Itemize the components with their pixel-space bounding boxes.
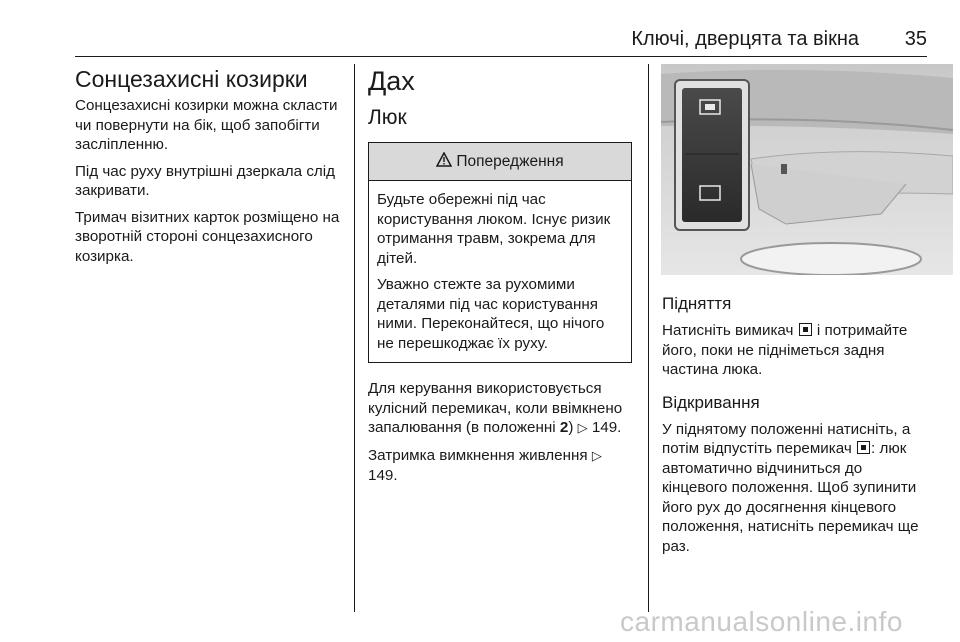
page-header (75, 24, 927, 54)
subheading-raise: Підняття (662, 294, 732, 313)
header-rule (75, 56, 927, 57)
page-ref[interactable]: 149. (368, 467, 398, 484)
paragraph: Для керування використовується кулісний перемикач, коли ввімкнено запалювання (в положенні 2) ▷ 149. (368, 380, 623, 436)
warning-title: Попередження (456, 152, 564, 170)
header-title: Ключі, дверцята та вікна (631, 28, 859, 50)
warning-header (369, 143, 631, 181)
subheading-sunroof: Люк (368, 106, 407, 129)
column-1 (75, 64, 343, 273)
column-divider-2 (648, 64, 649, 612)
warning-text: Будьте обережні під час користування люком. Існує ризик отримання травм, зокрема для дітей. (377, 191, 611, 267)
warning-box (368, 142, 632, 363)
warning-body (369, 181, 631, 362)
paragraph: Затримка вимкнення живлення ▷ 149. (368, 446, 602, 484)
section-heading-sun-visors: Сонцезахисні козирки (75, 66, 308, 92)
page-ref-icon: ▷ (577, 421, 588, 436)
watermark: carmanualsonline.info (620, 606, 903, 637)
paragraph: Натисніть вимикач і потримайте його, поки не підніметься задня частина люка. (662, 322, 908, 378)
paragraph: Сонцезахисні козирки можна скласти чи повернути на бік, щоб запобігти засліпленню. (75, 97, 338, 153)
paragraph: Тримач візитних карток розміщено на зворотній стороні сонцезахисного козирка. (75, 208, 340, 265)
sunroof-switch-icon (799, 323, 812, 336)
column-2 (368, 64, 634, 493)
column-3 (662, 64, 928, 563)
page-number: 35 (904, 28, 927, 50)
sunroof-switch-photo (661, 64, 953, 275)
subheading-open: Відкривання (662, 392, 760, 412)
section-heading-roof: Дах (368, 66, 415, 96)
warning-text: Уважно стежте за рухомими деталями під час користування ними. Переконайтеся, що нічого не перешкоджає їх руху. (377, 276, 605, 352)
column-divider-1 (354, 64, 355, 612)
page-ref[interactable]: 149. (587, 419, 622, 436)
warning-triangle-icon (436, 152, 452, 172)
page-ref-icon: ▷ (591, 448, 602, 464)
ignition-position: 2 (559, 419, 569, 436)
sunroof-switch-icon (857, 441, 870, 454)
paragraph: Під час руху внутрішні дзеркала слід закривати. (75, 162, 336, 199)
paragraph: У піднятому положенні натисніть, а потім відпустіть перемикач : люк автоматично відчиниться до кінцевого положення. Щоб зупинити його рух до досягнення кінцевого положення, натисніть перемикач ще раз. (662, 420, 919, 555)
